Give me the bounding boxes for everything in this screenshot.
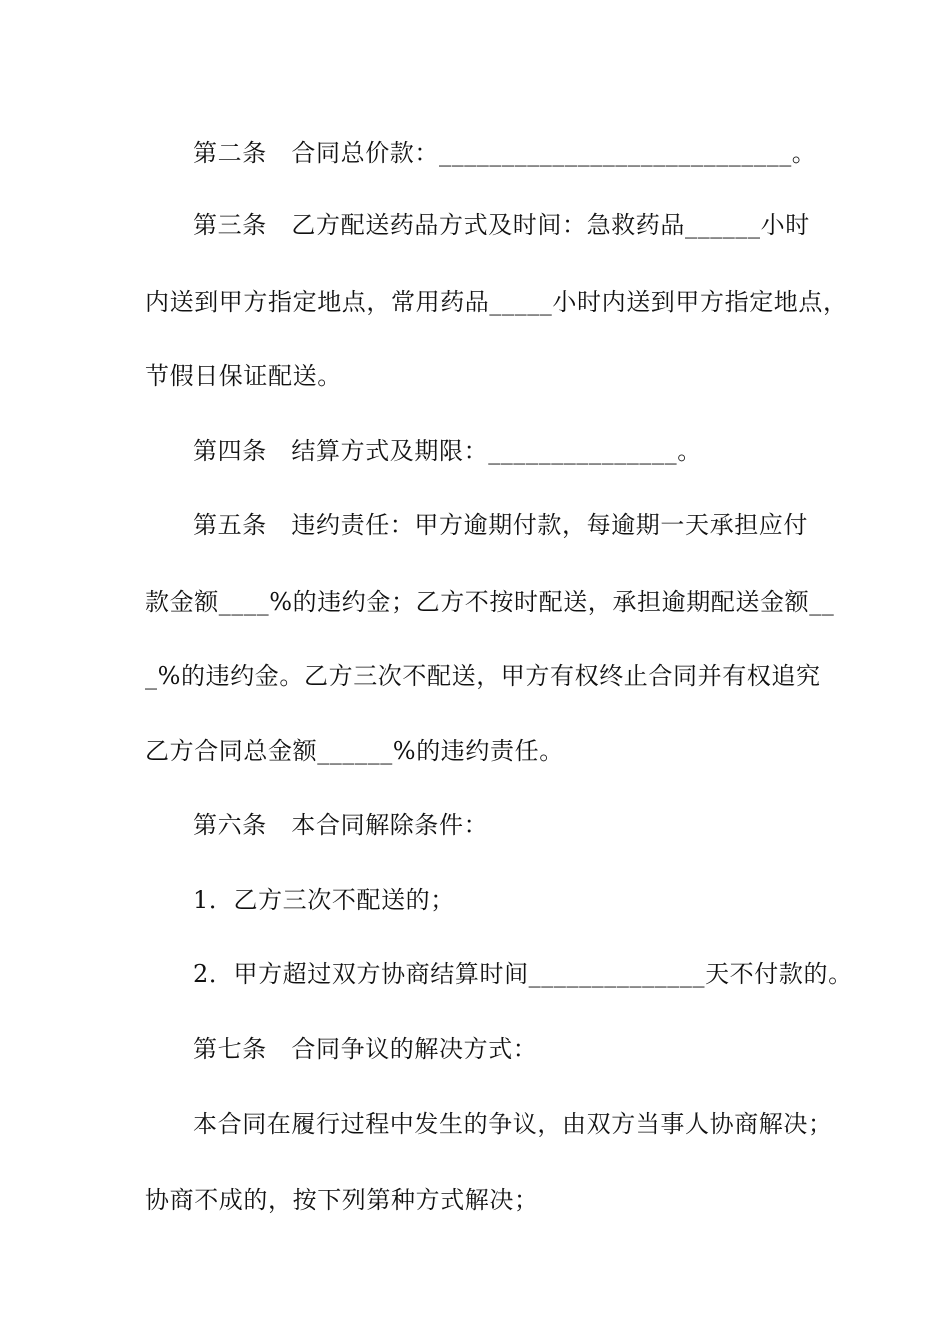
article-6-item-2: 2．甲方超过双方协商结算时间______________天不付款的。 [193, 960, 853, 988]
article-4-line: 第四条 结算方式及期限：_______________。 [193, 437, 702, 465]
article-3-line-1: 第三条 乙方配送药品方式及时间：急救药品______小时 [193, 211, 810, 239]
article-7-heading: 第七条 合同争议的解决方式： [193, 1035, 538, 1063]
article-5-line-1: 第五条 违约责任：甲方逾期付款，每逾期一天承担应付 [193, 511, 808, 539]
article-3-line-2: 内送到甲方指定地点，常用药品_____小时内送到甲方指定地点， [145, 288, 848, 316]
article-5-line-4: 乙方合同总金额______%的违约责任。 [145, 737, 564, 765]
article-6-heading: 第六条 本合同解除条件： [193, 811, 489, 839]
article-7-line-2: 协商不成的，按下列第种方式解决； [145, 1186, 539, 1214]
article-5-line-3: _%的违约金。乙方三次不配送，甲方有权终止合同并有权追究 [145, 662, 821, 690]
article-2-line: 第二条 合同总价款：____________________________。 [193, 139, 817, 167]
article-3-line-3: 节假日保证配送。 [145, 362, 342, 390]
article-7-line-1: 本合同在履行过程中发生的争议，由双方当事人协商解决； [193, 1110, 833, 1138]
article-5-line-2: 款金额____%的违约金；乙方不按时配送，承担逾期配送金额__ [145, 588, 835, 616]
article-6-item-1: 1．乙方三次不配送的； [193, 886, 455, 914]
